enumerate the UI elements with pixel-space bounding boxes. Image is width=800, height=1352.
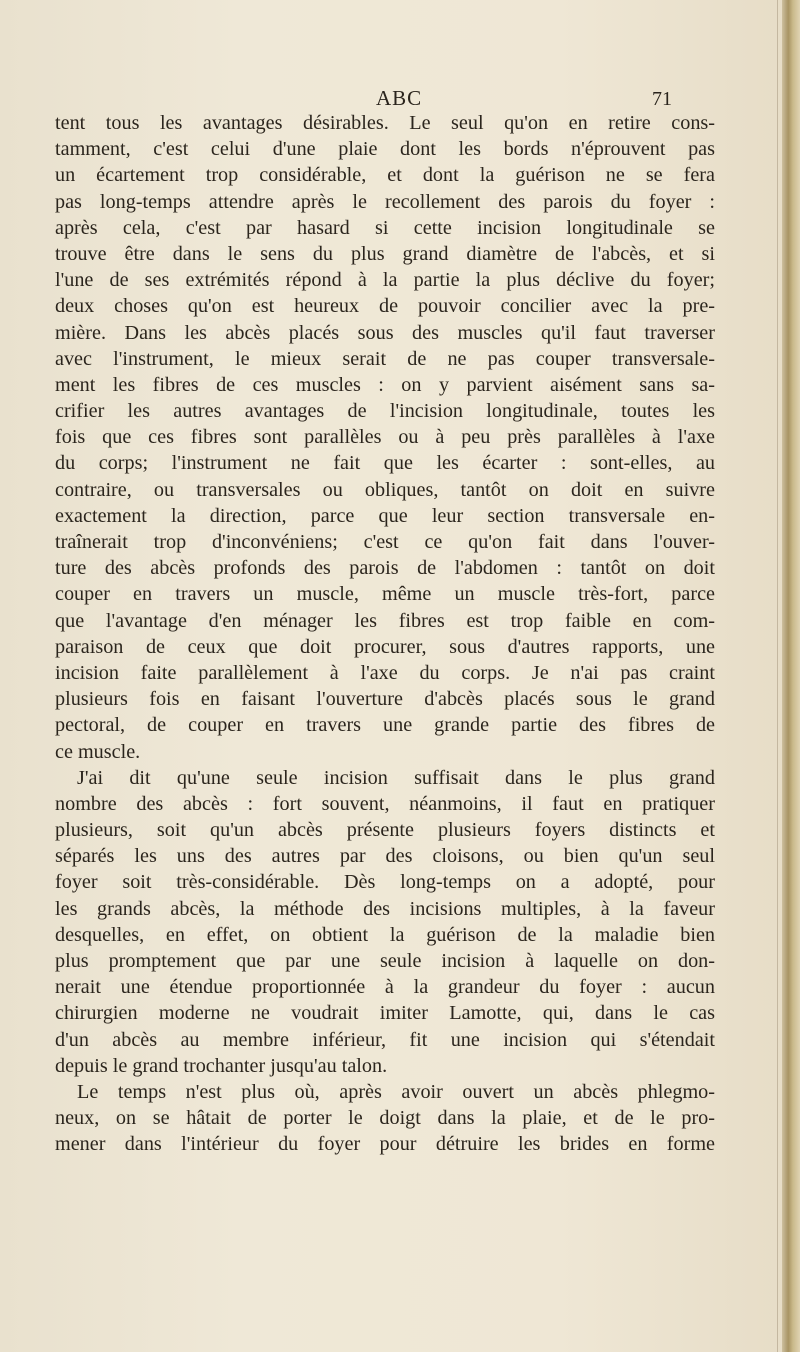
text-line: d'un abcès au membre inférieur, fit une incision qui s'étendait: [55, 1028, 715, 1051]
running-title: ABC: [376, 86, 423, 110]
text-line: traînerait trop d'inconvéniens; c'est ce qu'on fait dans l'ouver-: [55, 531, 715, 553]
text-line: mener dans l'intérieur du foyer pour détruire les brides en forme: [55, 1133, 715, 1156]
text-line: ture des abcès profonds des parois de l'abdomen : tantôt on doit: [55, 557, 715, 580]
body-text: [55, 110, 715, 1158]
text-line: deux choses qu'on est heureux de pouvoir concilier avec la pre-: [55, 295, 715, 318]
text-line: du corps; l'instrument ne fait que les écarter : sont-elles, au: [55, 452, 715, 475]
text-line: plusieurs fois en faisant l'ouverture d'abcès placés sous le grand: [55, 688, 715, 711]
text-line: depuis le grand trochanter jusqu'au talon.: [55, 1054, 388, 1077]
text-line: couper en travers un muscle, même un muscle très-fort, parce: [55, 583, 715, 606]
text-line: ment les fibres de ces muscles : on y parvient aisément sans sa-: [55, 373, 715, 396]
text-line: tent tous les avantages désirables. Le seul qu'on en retire cons-: [55, 112, 715, 134]
text-line: incision faite parallèlement à l'axe du corps. Je n'ai pas craint: [55, 661, 715, 684]
text-line: neux, on se hâtait de porter le doigt dans la plaie, et de le pro-: [55, 1107, 715, 1130]
text-line: plus promptement que par une seule incision à laquelle on don-: [55, 950, 715, 972]
text-line: desquelles, en effet, on obtient la guérison de la maladie bien: [55, 923, 715, 946]
text-line: l'une de ses extrémités répond à la partie la plus déclive du foyer;: [55, 269, 715, 292]
text-line: nombre des abcès : fort souvent, néanmoins, il faut en pratiquer: [55, 792, 715, 815]
text-line: séparés les uns des autres par des cloisons, ou bien qu'un seul: [55, 845, 715, 868]
text-line: les grands abcès, la méthode des incisions multiples, à la faveur: [55, 897, 715, 920]
text-line: plusieurs, soit qu'un abcès présente plusieurs foyers distincts et: [55, 819, 715, 842]
page-binding-line: [777, 0, 778, 1352]
text-line: Le temps n'est plus où, après avoir ouvert un abcès phlegmo-: [77, 1080, 715, 1103]
text-line: fois que ces fibres sont parallèles ou à peu près parallèles à l'axe: [55, 426, 715, 449]
page-binding-edge: [782, 0, 800, 1352]
text-line: tamment, c'est celui d'une plaie dont les bords n'éprouvent pas: [55, 138, 715, 161]
text-line: pas long-temps attendre après le recollement des parois du foyer :: [55, 190, 715, 213]
text-line: contraire, ou transversales ou obliques, tantôt on doit en suivre: [55, 478, 715, 501]
text-line: que l'avantage d'en ménager les fibres est trop faible en com-: [55, 609, 715, 632]
text-line: trouve être dans le sens du plus grand diamètre de l'abcès, et si: [55, 242, 715, 265]
text-line: mière. Dans les abcès placés sous des muscles qu'il faut traverser: [55, 321, 715, 344]
text-line: J'ai dit qu'une seule incision suffisait dans le plus grand: [77, 766, 715, 789]
text-line: après cela, c'est par hasard si cette incision longitudinale se: [55, 216, 715, 239]
page-number: 71: [652, 88, 672, 110]
text-line: un écartement trop considérable, et dont la guérison ne se fera: [55, 164, 715, 187]
text-line: nerait une étendue proportionnée à la grandeur du foyer : aucun: [55, 976, 715, 999]
text-line: chirurgien moderne ne voudrait imiter Lamotte, qui, dans le cas: [55, 1002, 715, 1025]
text-line: paraison de ceux que doit procurer, sous d'autres rapports, une: [55, 635, 715, 658]
text-line: pectoral, de couper en travers une grande partie des fibres de: [55, 714, 715, 737]
text-line: foyer soit très-considérable. Dès long-temps on a adopté, pour: [55, 871, 715, 894]
text-line: exactement la direction, parce que leur section transversale en-: [55, 504, 715, 527]
text-line: crifier les autres avantages de l'incision longitudinale, toutes les: [55, 400, 715, 423]
text-line: ce muscle.: [55, 740, 141, 763]
text-line: avec l'instrument, le mieux serait de ne pas couper transversale-: [55, 347, 715, 370]
